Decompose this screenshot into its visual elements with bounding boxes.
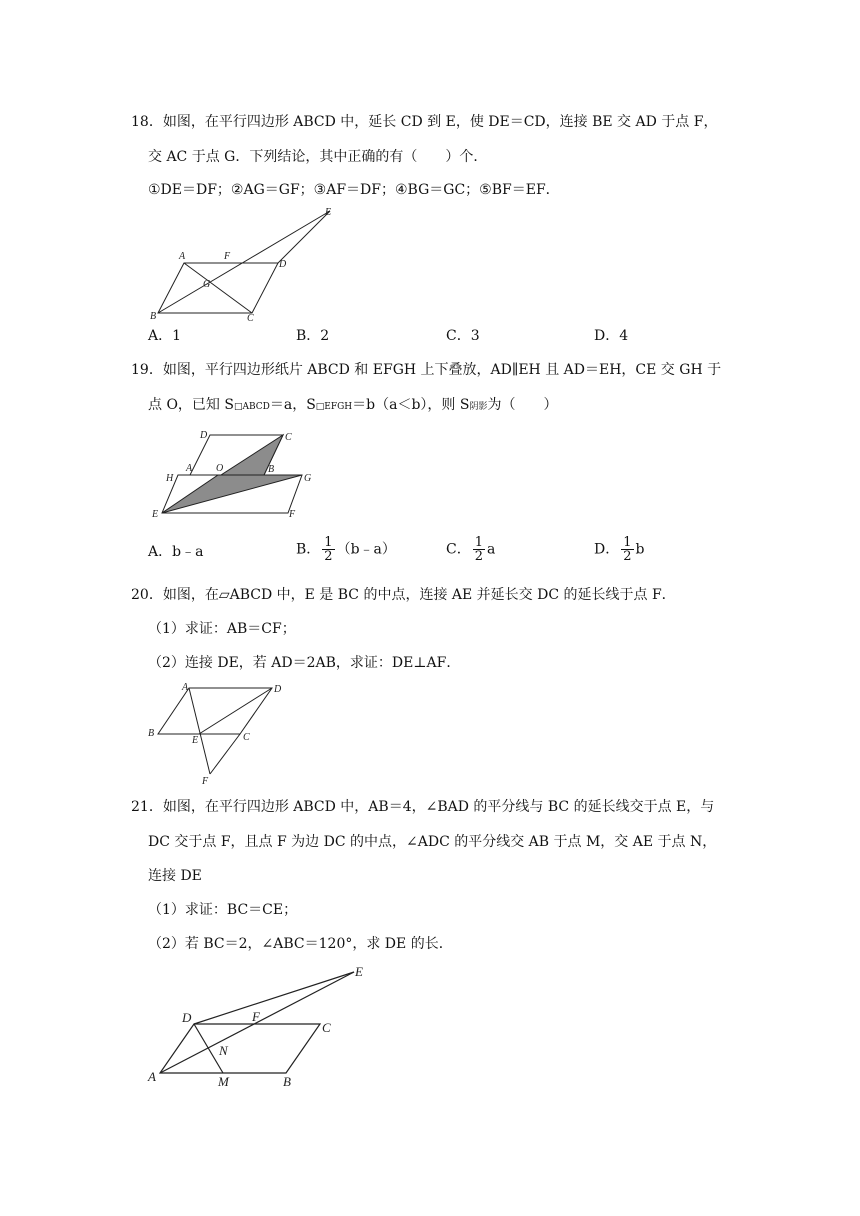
q21-label-b: B [283, 1074, 291, 1089]
q20-label-e: E [192, 735, 199, 746]
q19-choice-a: A．b﹣a [148, 544, 204, 560]
q21-label-a: A [148, 1069, 156, 1084]
q19-choice-c-fraction: $\frac{1}{2}$ [474, 535, 483, 564]
q19-label-f: F [289, 509, 296, 520]
q19-label-o: O [216, 463, 224, 474]
q18-label-a: A [179, 251, 186, 262]
q19-label-g: G [304, 473, 312, 484]
q21-label-c: C [322, 1020, 331, 1035]
q21-label-f: F [252, 1009, 260, 1024]
q20-figure [144, 680, 294, 790]
q18-figure [148, 205, 348, 325]
q18-label-e: E [325, 207, 332, 218]
q21-figure [144, 962, 374, 1092]
q19-choice-c: C． $\frac{1}{2}$ a [446, 535, 496, 564]
q19-choice-b: B． $\frac{1}{2}$ （b﹣a） [296, 535, 396, 564]
q19-label-c: C [285, 432, 292, 443]
q18-stem-line2: 交 AC 于点 G．下列结论，其中正确的有（ ）个． [148, 149, 488, 165]
q20-label-c: C [243, 732, 250, 743]
q19-choice-d-fraction: $\frac{1}{2}$ [623, 535, 632, 564]
q20-label-a: A [182, 682, 189, 693]
q21-part1: （1）求证：BC＝CE； [148, 902, 298, 918]
q18-label-b: B [150, 311, 157, 322]
q18-label-f: F [224, 251, 231, 262]
q19-choice-d: D． $\frac{1}{2}$ b [594, 535, 645, 564]
q18-choice-c: C．3 [446, 328, 480, 344]
q20-label-d: D [274, 684, 282, 695]
q19-shaded-region-2 [162, 475, 302, 513]
q18-choice-a: A．1 [148, 328, 182, 344]
q18-label-d: D [279, 259, 287, 270]
q18-label-g: G [203, 279, 211, 290]
q19-label-e: E [152, 509, 159, 520]
q20-part2: （2）连接 DE，若 AD＝2AB，求证：DE⊥AF． [148, 655, 461, 671]
q20-label-b: B [148, 728, 155, 739]
q21-stem-line3: 连接 DE [148, 868, 202, 884]
q20-stem-line1: 20．如图，在▱ABCD 中，E 是 BC 的中点，连接 AE 并延长交 DC 的延长线于点 F． [131, 587, 676, 603]
q18-choice-b: B．2 [296, 328, 330, 344]
q21-part2: （2）若 BC＝2，∠ABC＝120°，求 DE 的长． [148, 936, 453, 952]
q19-stem-line2: 点 O，已知 S□ABCD＝a，S□EFGH＝b（a＜b），则 S阴影为（ ） [148, 397, 558, 413]
q21-label-e: E [355, 964, 363, 979]
q18-statements: ①DE＝DF；②AG＝GF；③AF＝DF；④BG＝GC；⑤BF＝EF． [148, 182, 560, 198]
q19-label-a: A [186, 463, 193, 474]
q18-stem-line1: 18．如图，在平行四边形 ABCD 中，延长 CD 到 E，使 DE＝CD，连接 BE 交 AD 于点 F， [131, 114, 718, 130]
q19-label-d: D [200, 430, 208, 441]
q20-part1: （1）求证：AB＝CF； [148, 621, 296, 637]
q21-stem-line1: 21．如图，在平行四边形 ABCD 中，AB＝4，∠BAD 的平分线与 BC 的延长线交于点 E，与 [131, 799, 715, 815]
q19-label-b: B [268, 464, 275, 475]
q19-label-h: H [166, 473, 174, 484]
q21-label-m: M [218, 1074, 229, 1089]
q18-choice-d: D．4 [594, 328, 629, 344]
q19-figure [150, 425, 320, 523]
q20-label-f: F [202, 776, 209, 787]
q18-label-c: C [247, 313, 254, 324]
q21-label-n: N [219, 1043, 228, 1058]
q19-choice-b-fraction: $\frac{1}{2}$ [324, 535, 333, 564]
q21-stem-line2: DC 交于点 F，且点 F 为边 DC 的中点，∠ADC 的平分线交 AB 于点 M，交 AE 于点 N， [148, 834, 717, 850]
q19-stem-line1: 19．如图，平行四边形纸片 ABCD 和 EFGH 上下叠放，AD∥EH 且 AD＝EH，CE 交 GH 于 [131, 362, 722, 378]
q21-label-d: D [182, 1010, 192, 1025]
